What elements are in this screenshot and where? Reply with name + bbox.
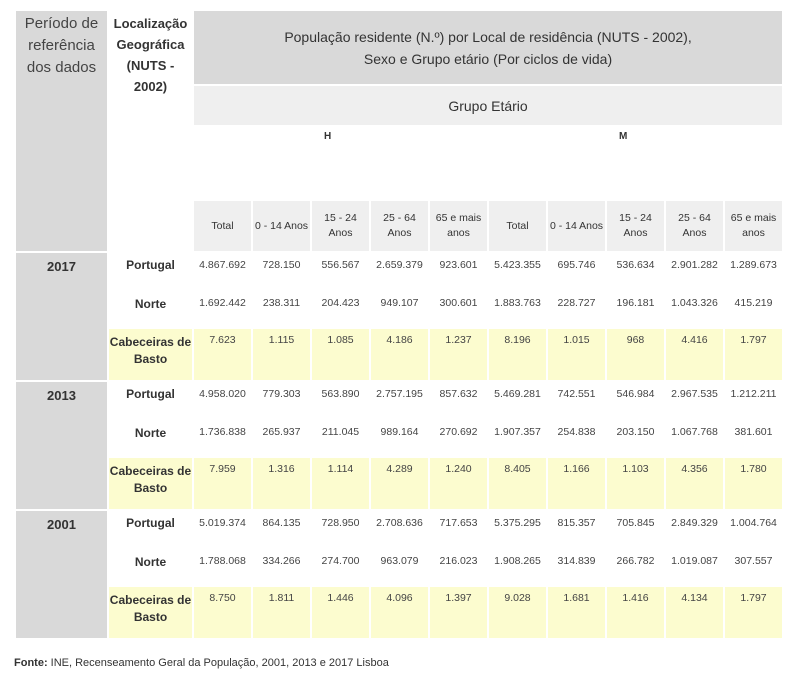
value-cell: 1.788.068 [199,555,246,567]
value-cell: 728.150 [262,259,301,271]
value-cell: 238.311 [262,297,301,309]
table-title-line2: Sexo e Grupo etário (Por ciclos de vida) [363,50,613,67]
sex-header-h: H [324,131,332,142]
value-cell: 968 [607,329,664,380]
value-cell: 949.107 [380,297,419,309]
value-cell: 8.750 [194,587,251,638]
value-cell: 1.883.763 [494,297,541,309]
value-cell: 1.115 [253,329,310,380]
place-cell: Norte [134,297,167,311]
column-header: 0 - 14 Anos [548,201,605,251]
value-cell: 204.423 [321,297,360,309]
value-cell: 270.692 [439,426,478,438]
value-cell: 203.150 [616,426,655,438]
sex-header-m: M [619,131,628,142]
value-cell: 2.757.195 [376,388,423,400]
value-cell: 5.423.355 [494,259,541,271]
value-cell: 864.135 [262,517,301,529]
value-cell: 5.469.281 [494,388,541,400]
value-cell: 4.134 [666,587,723,638]
value-cell: 211.045 [321,426,360,438]
value-cell: 1.237 [430,329,487,380]
column-header: Total [194,201,251,251]
value-cell: 4.867.692 [199,259,246,271]
value-cell: 1.289.673 [730,259,777,271]
value-cell: 1.736.838 [199,426,246,438]
value-cell: 4.096 [371,587,428,638]
value-cell: 7.959 [194,458,251,509]
year-cell: 2017 [16,253,107,380]
value-cell: 228.727 [557,297,596,309]
value-cell: 563.890 [321,388,360,400]
value-cell: 963.079 [380,555,419,567]
value-cell: 1.043.326 [671,297,718,309]
value-cell: 2.659.379 [376,259,423,271]
value-cell: 2.849.329 [671,517,718,529]
periodo-header: Período de referência dos dados [16,11,107,251]
table-row [16,291,782,327]
value-cell: 1.681 [548,587,605,638]
value-cell: 546.984 [616,388,655,400]
value-cell: 274.700 [321,555,360,567]
value-cell: 266.782 [616,555,655,567]
table-row [16,382,782,418]
column-header: Total [489,201,546,251]
value-cell: 695.746 [557,259,596,271]
value-cell: 381.601 [734,426,773,438]
value-cell: 2.967.535 [671,388,718,400]
value-cell: 1.166 [548,458,605,509]
year-cell: 2013 [16,382,107,509]
value-cell: 1.692.442 [199,297,246,309]
table-row [16,511,782,547]
value-cell: 1.114 [312,458,369,509]
table-title [194,11,782,84]
place-cell: Portugal [126,258,175,272]
value-cell: 4.289 [371,458,428,509]
column-header: 25 - 64 Anos [666,201,723,251]
table-title-line1: População residente (N.º) por Local de residência (NUTS - 2002), [284,28,692,45]
value-cell: 1.212.211 [730,388,777,400]
value-cell: 8.196 [489,329,546,380]
value-cell: 779.303 [262,388,301,400]
grupo-etario-header: Grupo Etário [194,86,782,125]
value-cell: 536.634 [616,259,655,271]
value-cell: 1.811 [253,587,310,638]
column-header: 15 - 24 Anos [312,201,369,251]
value-cell: 415.219 [734,297,773,309]
value-cell: 1.397 [430,587,487,638]
value-cell: 1.907.357 [494,426,541,438]
value-cell: 2.708.636 [376,517,423,529]
value-cell: 300.601 [439,297,478,309]
value-cell: 1.416 [607,587,664,638]
value-cell: 265.937 [262,426,301,438]
column-header: 25 - 64 Anos [371,201,428,251]
place-cell: Norte [134,555,167,569]
place-cell: Cabeceiras de Basto [109,458,192,509]
table-row [16,420,782,456]
value-cell: 4.186 [371,329,428,380]
value-cell: 717.653 [439,517,478,529]
value-cell: 1.797 [725,329,782,380]
value-cell: 254.838 [557,426,596,438]
source-text: INE, Recenseamento Geral da População, 2001, 2013 e 2017 Lisboa [47,657,389,669]
column-header: 15 - 24 Anos [607,201,664,251]
value-cell: 196.181 [616,297,655,309]
value-cell: 1.085 [312,329,369,380]
place-cell: Cabeceiras de Basto [109,329,192,380]
value-cell: 1.240 [430,458,487,509]
column-header: 65 e mais anos [430,201,487,251]
table-row [16,329,782,380]
value-cell: 705.845 [616,517,655,529]
value-cell: 1.908.265 [494,555,541,567]
table-row [16,549,782,585]
value-cell: 728.950 [321,517,360,529]
value-cell: 5.019.374 [199,517,246,529]
column-header: 65 e mais anos [725,201,782,251]
place-cell: Cabeceiras de Basto [109,587,192,638]
value-cell: 1.446 [312,587,369,638]
value-cell: 9.028 [489,587,546,638]
value-cell: 815.357 [557,517,596,529]
table-row [16,587,782,638]
value-cell: 307.557 [734,555,773,567]
localizacao-header: Localização Geográfica (NUTS - 2002) [113,16,188,94]
table-row [16,458,782,509]
value-cell: 7.623 [194,329,251,380]
column-header: 0 - 14 Anos [253,201,310,251]
table-row [16,253,782,289]
value-cell: 1.780 [725,458,782,509]
value-cell: 1.004.764 [730,517,777,529]
value-cell: 314.839 [557,555,596,567]
source-note [14,657,389,669]
value-cell: 1.067.768 [671,426,718,438]
place-cell: Portugal [126,516,175,530]
year-cell: 2001 [16,511,107,638]
value-cell: 989.164 [380,426,419,438]
value-cell: 2.901.282 [671,259,718,271]
value-cell: 742.551 [557,388,596,400]
value-cell: 1.316 [253,458,310,509]
value-cell: 1.015 [548,329,605,380]
value-cell: 216.023 [439,555,478,567]
value-cell: 334.266 [262,555,301,567]
place-cell: Norte [134,426,167,440]
value-cell: 4.356 [666,458,723,509]
place-cell: Portugal [126,387,175,401]
value-cell: 1.797 [725,587,782,638]
value-cell: 857.632 [439,388,478,400]
value-cell: 5.375.295 [494,517,541,529]
population-table [14,9,784,640]
source-label: Fonte: [14,657,48,669]
value-cell: 4.958.020 [199,388,246,400]
value-cell: 556.567 [321,259,360,271]
value-cell: 4.416 [666,329,723,380]
value-cell: 923.601 [439,259,478,271]
value-cell: 1.103 [607,458,664,509]
value-cell: 8.405 [489,458,546,509]
value-cell: 1.019.087 [671,555,718,567]
